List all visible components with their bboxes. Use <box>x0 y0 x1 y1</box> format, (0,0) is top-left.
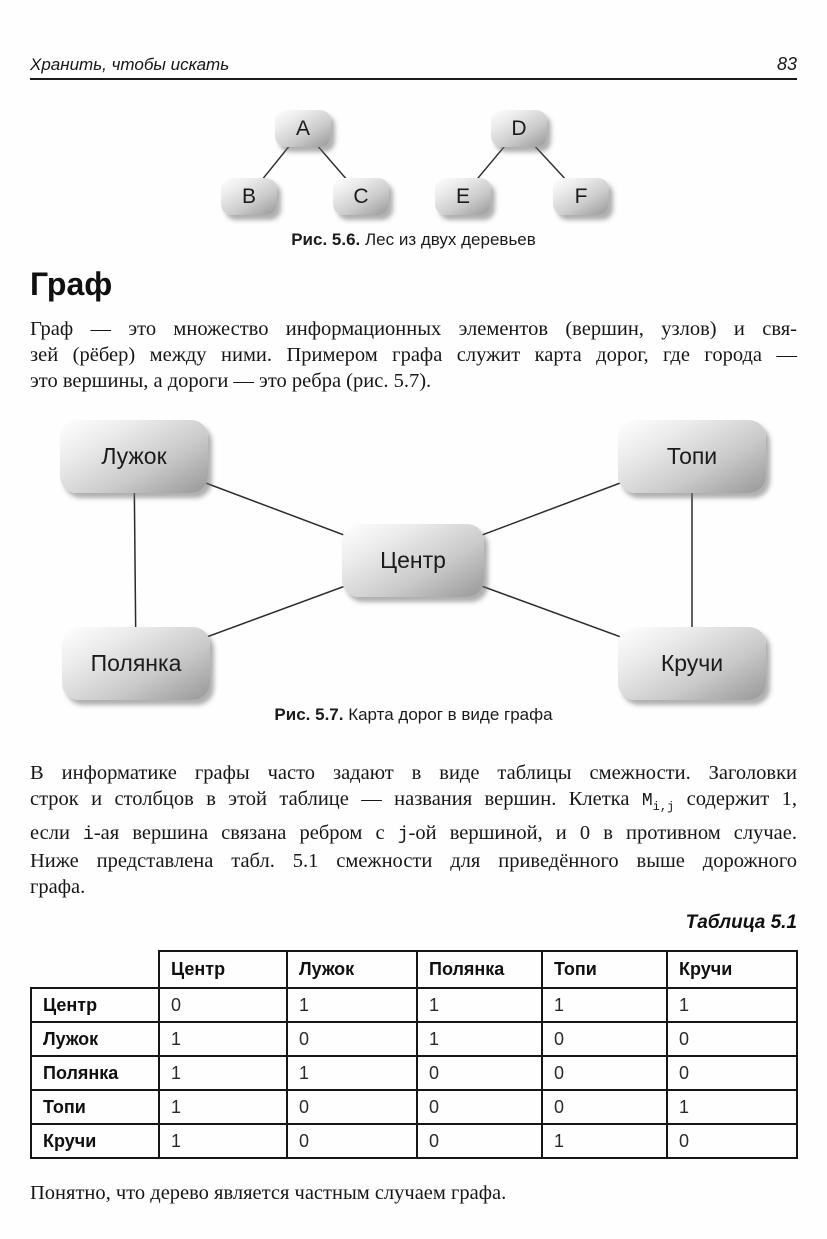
text-line <box>30 786 797 820</box>
text-line: графа. <box>30 876 86 898</box>
table-row-header: Кручи <box>31 1124 159 1158</box>
figure-road-graph-caption <box>0 705 827 725</box>
table-row-header: Полянка <box>31 1056 159 1090</box>
table-row <box>31 1056 797 1090</box>
table-cell: 0 <box>287 1090 417 1124</box>
text-line: Ниже представлена табл. 5.1 смежности для приведённого выше дорожного <box>30 850 797 872</box>
tree-node-b: B <box>221 178 277 215</box>
text-line: это вершины, а дороги — это ребра (рис. 5.7). <box>30 370 432 392</box>
caption-text: Лес из двух деревьев <box>364 230 536 249</box>
figure-road-graph <box>0 410 827 705</box>
table-cell: 0 <box>287 1022 417 1056</box>
figure-forest <box>0 100 827 220</box>
text-line: Граф — это множество информационных элементов (вершин, узлов) и свя- <box>30 318 797 340</box>
table-cell: 1 <box>287 988 417 1022</box>
table-cell: 0 <box>542 1022 667 1056</box>
table-col-header: Кручи <box>667 951 797 988</box>
paragraph-table-intro <box>30 848 797 900</box>
matrix-subscript: i,j <box>652 800 675 815</box>
text-line <box>30 820 797 848</box>
table-cell: 0 <box>417 1124 542 1158</box>
table-col-header: Топи <box>542 951 667 988</box>
table-cell: 0 <box>667 1124 797 1158</box>
paragraph-adjacency <box>30 760 797 848</box>
table-cell: 1 <box>667 988 797 1022</box>
table-cell: 0 <box>667 1022 797 1056</box>
section-title: Граф <box>30 266 113 302</box>
table-cell: 1 <box>542 1124 667 1158</box>
text-line: зей (рёбер) между ними. Примером графа служит карта дорог, где города — <box>30 344 797 366</box>
table-cell: 0 <box>287 1124 417 1158</box>
running-head-title: Хранить, чтобы искать <box>30 55 230 74</box>
text-segment: -ой вершиной, и 0 в противном случае. <box>408 822 797 845</box>
text-segment: строк и столбцов в этой таблице — названия вершин. Клетка <box>30 788 630 810</box>
caption-label: Рис. 5.7. <box>274 705 344 724</box>
table-cell: 1 <box>159 1124 287 1158</box>
table-label: Таблица 5.1 <box>685 912 797 933</box>
table-cell: 1 <box>417 988 542 1022</box>
text-segment: содержит 1, <box>686 788 798 810</box>
running-head <box>30 52 797 80</box>
table-row <box>31 1090 797 1124</box>
table-row <box>31 1022 797 1056</box>
table-cell: 0 <box>159 988 287 1022</box>
table-cell: 1 <box>667 1090 797 1124</box>
text-segment: если <box>30 822 70 845</box>
matrix-symbol: M <box>641 791 653 811</box>
table-cell: 1 <box>287 1056 417 1090</box>
table-cell: 1 <box>159 1056 287 1090</box>
table-cell: 0 <box>542 1090 667 1124</box>
tree-node-a: A <box>275 110 331 147</box>
paragraph-conclusion <box>30 1180 797 1206</box>
table-header-row <box>31 951 797 988</box>
table-row-header: Лужок <box>31 1022 159 1056</box>
table-cell: 0 <box>417 1090 542 1124</box>
graph-node-kruchi: Кручи <box>618 627 766 700</box>
caption-text: Карта дорог в виде графа <box>348 705 553 724</box>
table-row <box>31 1124 797 1158</box>
graph-node-polyanka: Полянка <box>62 627 210 700</box>
table-cell: 0 <box>542 1056 667 1090</box>
index-j: j <box>397 825 409 846</box>
text-line: В информатике графы часто задают в виде таблицы смежности. Заголовки <box>30 762 797 784</box>
table-cell: 0 <box>417 1056 542 1090</box>
tree-node-c: C <box>333 178 389 215</box>
table-cell: 1 <box>159 1090 287 1124</box>
table-col-header: Лужок <box>287 951 417 988</box>
figure-forest-caption <box>0 230 827 250</box>
table-cell: 1 <box>542 988 667 1022</box>
table-cell: 1 <box>417 1022 542 1056</box>
tree-node-f: F <box>553 178 609 215</box>
graph-node-luzhok: Лужок <box>60 420 208 493</box>
page-number: 83 <box>776 54 797 74</box>
table-cell: 0 <box>667 1056 797 1090</box>
tree-edges <box>0 100 827 220</box>
table-row <box>31 988 797 1022</box>
text-line: Понятно, что дерево является частным случаем графа. <box>30 1182 507 1204</box>
table-col-header: Полянка <box>417 951 542 988</box>
table-cell: 1 <box>159 1022 287 1056</box>
graph-node-centr: Центр <box>342 524 484 597</box>
table-row-header: Топи <box>31 1090 159 1124</box>
table-row-header: Центр <box>31 988 159 1022</box>
adjacency-table <box>30 950 798 1159</box>
table-corner-cell <box>31 951 159 988</box>
tree-node-e: E <box>435 178 491 215</box>
caption-label: Рис. 5.6. <box>291 230 361 249</box>
index-i: i <box>83 825 94 846</box>
graph-node-topi: Топи <box>618 420 766 493</box>
paragraph-graph-definition <box>30 316 797 394</box>
text-segment: -ая вершина связана ребром с <box>93 822 385 845</box>
table-col-header: Центр <box>159 951 287 988</box>
tree-node-d: D <box>491 110 547 147</box>
